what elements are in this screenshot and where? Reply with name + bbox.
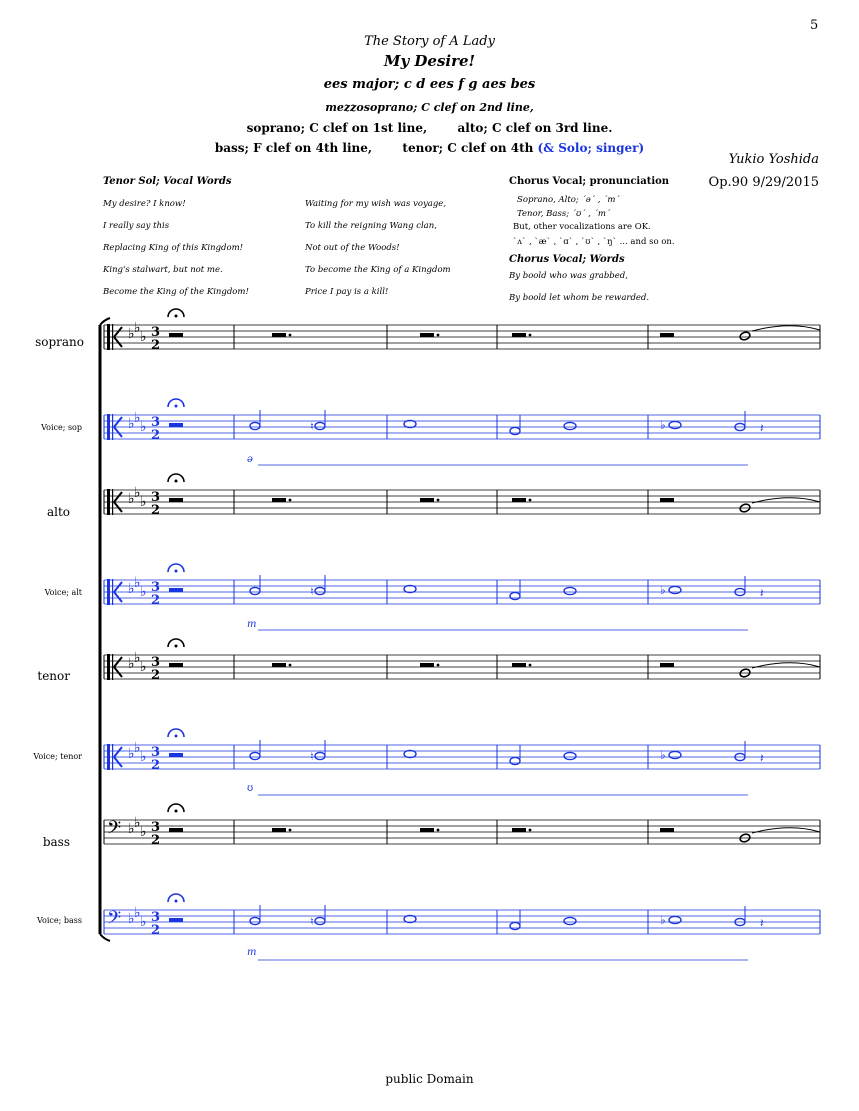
rest-icon [169, 588, 183, 592]
syllable-sop: ə [247, 454, 253, 465]
time-signature-numerator: 3 [151, 655, 161, 670]
rest-icon [272, 333, 286, 337]
rest-icon [660, 498, 674, 502]
staff-label-voice-tenor: Voice; tenor [33, 752, 82, 761]
time-signature-numerator: 3 [151, 910, 161, 925]
staff-label-voice-alt: Voice; alt [44, 588, 82, 597]
flat-icon: ♭ [128, 821, 135, 837]
bracket-bottom-hook [100, 934, 110, 941]
lyric-line: I really say this [103, 221, 170, 231]
rest-icon [420, 333, 434, 337]
subtitle: The Story of A Lady [364, 34, 495, 49]
c-clef-icon [107, 579, 110, 605]
flat-icon: ♭ [128, 911, 135, 927]
time-signature-denominator: 2 [151, 593, 161, 608]
rest-icon [272, 828, 286, 832]
flat-icon: ♭ [660, 418, 666, 432]
c-clef-icon [107, 489, 110, 515]
time-signature-denominator: 2 [151, 668, 161, 683]
flat-icon: ♭ [134, 320, 141, 336]
rest-icon: 𝄽 [760, 586, 764, 600]
flat-icon: ♭ [128, 746, 135, 762]
rest-icon [512, 333, 526, 337]
rest-icon [420, 498, 434, 502]
natural-icon: ♮ [310, 420, 314, 433]
staff-label-voice-sop: Voice; sop [41, 423, 82, 432]
tie [752, 326, 820, 331]
note-head [510, 592, 520, 599]
pron-line: Soprano, Alto; ´ə´ , ´m´ [517, 195, 620, 205]
bass-clef-icon: 𝄢 [107, 908, 122, 933]
rest-dot [529, 664, 532, 667]
flat-icon: ♭ [140, 659, 147, 675]
time-signature-numerator: 3 [151, 415, 161, 430]
note-head [315, 752, 325, 759]
clef-tenor-note: tenor; C clef on 4th [402, 141, 534, 155]
lyric-line: By boold who was grabbed, [509, 271, 628, 281]
rest-dot [437, 664, 440, 667]
lyric-line: My desire? I know! [103, 199, 186, 209]
page-number: 5 [810, 18, 819, 33]
rest-icon [169, 333, 183, 337]
c-clef-icon [112, 654, 113, 680]
rest-dot [529, 499, 532, 502]
lyric-line: Replacing King of this Kingdom! [103, 243, 244, 253]
fermata-icon [175, 315, 178, 318]
c-clef-icon [112, 414, 113, 440]
half-note [739, 331, 751, 341]
note-head [564, 422, 576, 429]
flat-icon: ♭ [134, 485, 141, 501]
lyric-line: To become the King of a Kingdom [305, 265, 451, 275]
staff-label-bass: bass [42, 835, 70, 849]
syllable-tenor: ʊ [247, 783, 254, 794]
rest-icon [169, 663, 183, 667]
rest-dot [289, 499, 292, 502]
rest-icon [420, 828, 434, 832]
natural-icon: ♮ [310, 750, 314, 763]
flat-icon: ♭ [140, 494, 147, 510]
bracket-top-hook [100, 318, 110, 325]
time-signature-denominator: 2 [151, 923, 161, 938]
clef-alto-note: alto; C clef on 3rd line. [457, 121, 613, 135]
flat-icon: ♭ [128, 581, 135, 597]
flat-icon: ♭ [140, 749, 147, 765]
time-signature-denominator: 2 [151, 428, 161, 443]
lyric-line: King's stalwart, but not me. [103, 265, 223, 275]
note-head [564, 752, 576, 759]
bass-clef-icon: 𝄢 [107, 818, 122, 843]
note-head [250, 587, 260, 594]
footer-license: public Domain [385, 1072, 474, 1086]
c-clef-icon [107, 744, 110, 770]
note-head [510, 757, 520, 764]
flat-icon: ♭ [128, 656, 135, 672]
note-head [564, 587, 576, 594]
rest-icon [272, 663, 286, 667]
rest-dot [529, 334, 532, 337]
lyric-line: Waiting for my wish was voyage, [305, 199, 447, 209]
fermata-icon [175, 645, 178, 648]
flat-icon: ♭ [134, 815, 141, 831]
opus-date: Op.90 9/29/2015 [708, 175, 819, 190]
chorus-pron-heading: Chorus Vocal; pronunciation [509, 176, 670, 187]
rest-icon [169, 918, 183, 922]
tenor-words-heading: Tenor Sol; Vocal Words [103, 176, 232, 187]
note-head [669, 586, 681, 593]
note-head [669, 421, 681, 428]
time-signature-denominator: 2 [151, 833, 161, 848]
rest-dot [529, 829, 532, 832]
rest-dot [289, 664, 292, 667]
note-head [315, 422, 325, 429]
rest-icon [512, 663, 526, 667]
lyric-line: To kill the reigning Wang clan, [305, 221, 437, 231]
fermata-icon [175, 480, 178, 483]
time-signature-denominator: 2 [151, 758, 161, 773]
flat-icon: ♭ [128, 491, 135, 507]
time-signature-numerator: 3 [151, 490, 161, 505]
key-line: ees major; c d ees f g aes bes [323, 77, 536, 92]
flat-icon: ♭ [134, 650, 141, 666]
rest-icon [169, 753, 183, 757]
lyric-line: Price I pay is a kill! [305, 287, 389, 297]
flat-icon: ♭ [660, 748, 666, 762]
flat-icon: ♭ [134, 410, 141, 426]
rest-icon: 𝄽 [760, 916, 764, 930]
note-head [315, 587, 325, 594]
rest-icon: 𝄽 [760, 751, 764, 765]
mezzo-clef-line: mezzosoprano; C clef on 2nd line, [325, 101, 534, 114]
note-head [669, 916, 681, 923]
rest-icon [660, 828, 674, 832]
syllable-alt: m [247, 619, 257, 630]
rest-icon [512, 828, 526, 832]
fermata-icon [175, 735, 178, 738]
flat-icon: ♭ [140, 914, 147, 930]
composer: Yukio Yoshida [728, 152, 819, 167]
c-clef-icon [112, 744, 113, 770]
flat-icon: ♭ [134, 905, 141, 921]
fermata-icon [175, 900, 178, 903]
rest-icon [169, 423, 183, 427]
flat-icon: ♭ [140, 329, 147, 345]
flat-icon: ♭ [134, 575, 141, 591]
c-clef-icon [112, 324, 113, 350]
piece-title: My Desire! [383, 52, 476, 70]
c-clef-icon [107, 324, 110, 350]
chorus-words-heading: Chorus Vocal; Words [509, 254, 625, 265]
rest-icon [420, 663, 434, 667]
flat-icon: ♭ [140, 419, 147, 435]
rest-dot [437, 334, 440, 337]
time-signature-numerator: 3 [151, 745, 161, 760]
rest-icon [169, 498, 183, 502]
time-signature-numerator: 3 [151, 820, 161, 835]
flat-icon: ♭ [660, 583, 666, 597]
staff-label-alto: alto [46, 505, 70, 519]
time-signature-denominator: 2 [151, 338, 161, 353]
rest-dot [437, 499, 440, 502]
c-clef-icon [112, 489, 113, 515]
rest-icon: 𝄽 [760, 421, 764, 435]
rest-icon [169, 828, 183, 832]
note-head [510, 427, 520, 434]
fermata-icon [175, 570, 178, 573]
note-head [404, 585, 416, 592]
fermata-icon [175, 405, 178, 408]
note-head [564, 917, 576, 924]
lyric-line: Not out of the Woods! [305, 243, 400, 253]
pron-line: Tenor, Bass; ´ʊ´ , ´m´ [517, 209, 611, 219]
c-clef-icon [107, 654, 110, 680]
flat-icon: ♭ [134, 740, 141, 756]
clef-soprano-note: soprano; C clef on 1st line, [246, 121, 428, 135]
note-head [669, 751, 681, 758]
c-clef-icon [112, 579, 113, 605]
note-head [315, 917, 325, 924]
time-signature-numerator: 3 [151, 580, 161, 595]
flat-icon: ♭ [140, 824, 147, 840]
rest-dot [289, 829, 292, 832]
note-head [404, 420, 416, 427]
staff-label-soprano: soprano [35, 335, 84, 349]
flat-icon: ♭ [128, 416, 135, 432]
rest-dot [289, 334, 292, 337]
clef-bass-note: bass; F clef on 4th line, [214, 141, 373, 155]
rest-icon [272, 498, 286, 502]
lyric-line: Become the King of the Kingdom! [103, 287, 249, 297]
note-head [250, 752, 260, 759]
rest-dot [437, 829, 440, 832]
solo-note: (& Solo; singer) [537, 141, 645, 155]
fermata-icon [175, 810, 178, 813]
staff-label-tenor: tenor [37, 669, 70, 683]
note-head [404, 915, 416, 922]
time-signature-denominator: 2 [151, 503, 161, 518]
flat-icon: ♭ [660, 913, 666, 927]
pron-line: But, other vocalizations are OK. [513, 222, 651, 232]
flat-icon: ♭ [128, 326, 135, 342]
pron-line: `ʌ` , `æ` , `ɑ` , `ʊ` , `ŋ` ... and so on. [513, 237, 675, 247]
flat-icon: ♭ [140, 584, 147, 600]
syllable-bass: m [247, 947, 257, 958]
natural-icon: ♮ [310, 585, 314, 598]
lyric-line: By boold let whom be rewarded. [509, 293, 650, 303]
c-clef-icon [107, 414, 110, 440]
note-head [510, 922, 520, 929]
rest-icon [660, 333, 674, 337]
natural-icon: ♮ [310, 915, 314, 928]
rest-icon [512, 498, 526, 502]
staff-label-voice-bass: Voice; bass [37, 916, 82, 925]
note-head [250, 917, 260, 924]
note-head [404, 750, 416, 757]
time-signature-numerator: 3 [151, 325, 161, 340]
note-head [250, 422, 260, 429]
rest-icon [660, 663, 674, 667]
